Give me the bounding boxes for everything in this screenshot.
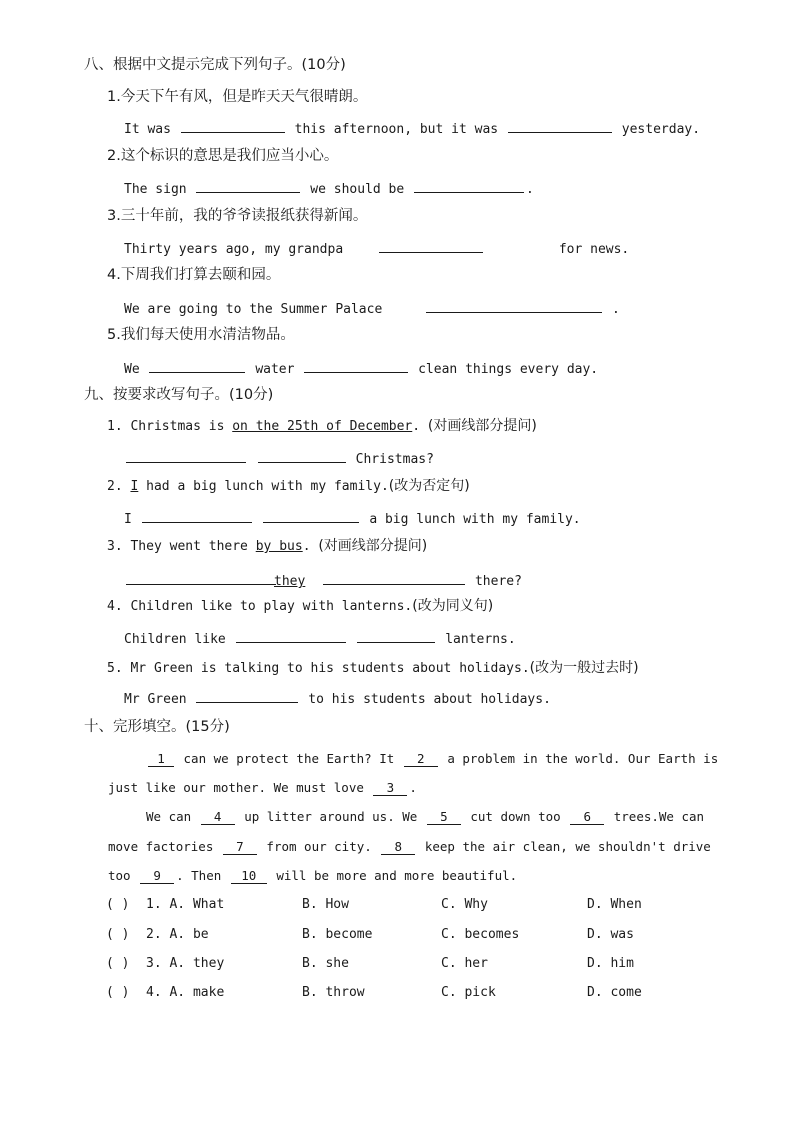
cloze-text-3a: We can	[146, 809, 192, 824]
s9-q3-text-post: .	[302, 539, 311, 554]
s9-q5-blank-1[interactable]	[196, 688, 298, 703]
s9-q5-ans-b: to his students about holidays.	[308, 692, 551, 707]
s9-q2-blank-2[interactable]	[263, 508, 359, 523]
choice-a[interactable]: 3. A. they	[146, 956, 225, 971]
cloze-blank-10[interactable]: 10	[231, 868, 267, 884]
choice-d[interactable]: D. him	[587, 956, 634, 971]
s9-q2-ans-a: I	[124, 512, 132, 527]
s9-q1-answer	[124, 448, 434, 469]
s8-q2-blank-1[interactable]	[196, 178, 300, 193]
cloze-blank-1[interactable]: 1	[148, 751, 174, 767]
s9-q3-ans-a: they	[274, 574, 306, 589]
s8-q2-text-c: .	[526, 182, 534, 197]
s8-q2-blank-2[interactable]	[414, 178, 524, 193]
s9-q4-ans-b: lanterns.	[445, 632, 516, 647]
s8-q5-text-b: water	[255, 362, 295, 377]
cloze-text-3c: cut down too	[470, 809, 561, 824]
s9-q4-text: 4. Children like to play with lanterns.	[107, 599, 413, 614]
cloze-blank-4[interactable]: 4	[201, 809, 235, 825]
s9-q3-blank-1[interactable]	[126, 570, 276, 585]
s8-q5-chinese: 5.我们每天使用水清洁物品。	[107, 327, 295, 343]
choice-c[interactable]: C. her	[441, 956, 488, 971]
s9-q5-text: 5. Mr Green is talking to his students about holidays.	[107, 661, 530, 676]
s9-q3-answer	[124, 570, 522, 591]
s9-q4	[107, 597, 493, 616]
cloze-line-2	[108, 779, 417, 797]
s9-q1-text-post: .	[412, 419, 421, 434]
cloze-line-4	[108, 838, 711, 856]
choice-b[interactable]: B. she	[302, 956, 349, 971]
choice-b[interactable]: B. How	[302, 897, 349, 912]
s9-q2-answer	[124, 508, 581, 529]
s8-q1-text-a: It was	[124, 122, 171, 137]
s9-q2-ans-b: a big lunch with my family.	[369, 512, 581, 527]
s9-q3-requirement: (对画线部分提问)	[318, 538, 428, 554]
s8-q2-text-a: The sign	[124, 182, 187, 197]
s8-q5-text-a: We	[124, 362, 140, 377]
s8-q1-blank-2[interactable]	[508, 118, 612, 133]
cloze-text-3b: up litter around us. We	[244, 809, 418, 824]
choice-a[interactable]: 4. A. make	[146, 985, 225, 1000]
s8-q3-chinese: 3.三十年前，我的爷爷读报纸获得新闻。	[107, 208, 368, 224]
cloze-blank-6[interactable]: 6	[570, 809, 604, 825]
s8-q1-text-c: yesterday.	[621, 122, 701, 137]
section-8-title: 八、根据中文提示完成下列句子。(10分)	[84, 57, 346, 73]
answer-paren[interactable]: ( )	[106, 897, 130, 912]
s9-q1-blank-1[interactable]	[126, 448, 246, 463]
s8-q1-english	[124, 118, 700, 139]
s9-q3-text-pre: 3. They went there	[107, 539, 248, 554]
s9-q3-ans-b: there?	[474, 574, 522, 589]
s8-q5-english	[124, 358, 598, 379]
s9-q1	[107, 417, 537, 436]
s8-q4-text-b: .	[611, 302, 620, 317]
s8-q4-blank-1[interactable]	[426, 298, 602, 313]
choice-b[interactable]: B. become	[302, 927, 373, 942]
s9-q5-requirement: (改为一般过去时)	[529, 660, 639, 676]
s9-q2-underlined: I	[130, 479, 139, 494]
cloze-blank-7[interactable]: 7	[223, 839, 257, 855]
cloze-text-1a: can we protect the Earth? It	[183, 751, 395, 766]
s9-q4-requirement: (改为同义句)	[412, 598, 494, 614]
s9-q1-ans-text: Christmas?	[355, 452, 434, 467]
cloze-blank-2[interactable]: 2	[404, 751, 438, 767]
s8-q1-chinese: 1.今天下午有风，但是昨天天气很晴朗。	[107, 89, 368, 105]
s8-q4-text-a: We are going to the Summer Palace	[124, 302, 383, 317]
cloze-text-5c: will be more and more beautiful.	[276, 868, 518, 883]
choice-a[interactable]: 2. A. be	[146, 927, 209, 942]
s8-q1-blank-1[interactable]	[181, 118, 285, 133]
s8-q2-chinese: 2.这个标识的意思是我们应当小心。	[107, 148, 339, 164]
section-9-title: 九、按要求改写句子。(10分)	[84, 387, 274, 403]
choice-d[interactable]: D. was	[587, 927, 634, 942]
s8-q4-chinese: 4.下周我们打算去颐和园。	[107, 267, 281, 283]
s8-q2-text-b: we should be	[310, 182, 405, 197]
cloze-text-3d: trees.We can	[613, 809, 705, 824]
cloze-text-4b: from our city.	[266, 839, 372, 854]
s9-q2-text-pre: 2.	[107, 479, 123, 494]
cloze-blank-3[interactable]: 3	[373, 780, 407, 796]
s8-q2-english	[124, 178, 534, 199]
s8-q4-english	[124, 298, 620, 319]
answer-paren[interactable]: ( )	[106, 985, 130, 1000]
s9-q2	[107, 477, 470, 496]
section-10-title: 十、完形填空。(15分)	[84, 719, 230, 735]
s9-q1-blank-2[interactable]	[258, 448, 346, 463]
answer-paren[interactable]: ( )	[106, 927, 130, 942]
cloze-text-4a: move factories	[108, 839, 214, 854]
s9-q3-underlined: by bus	[255, 539, 303, 554]
s9-q3-blank-2[interactable]	[323, 570, 465, 585]
cloze-blank-8[interactable]: 8	[381, 839, 415, 855]
cloze-text-5b: . Then	[176, 868, 222, 883]
s9-q5-answer	[124, 688, 551, 709]
s9-q1-requirement: (对画线部分提问)	[427, 418, 537, 434]
s8-q3-text-a: Thirty years ago, my grandpa	[124, 242, 344, 257]
answer-paren[interactable]: ( )	[106, 956, 130, 971]
choice-c[interactable]: C. becomes	[441, 927, 520, 942]
choice-a[interactable]: 1. A. What	[146, 897, 225, 912]
cloze-blank-5[interactable]: 5	[427, 809, 461, 825]
s9-q2-requirement: (改为否定句)	[388, 478, 470, 494]
s9-q2-text-post: had a big lunch with my family.	[146, 479, 389, 494]
choice-d[interactable]: D. come	[587, 985, 642, 1000]
s8-q5-blank-1[interactable]	[149, 358, 245, 373]
cloze-blank-9[interactable]: 9	[140, 868, 174, 884]
s9-q1-underlined: on the 25th of December	[232, 419, 413, 434]
s9-q1-text-pre: 1. Christmas is	[107, 419, 225, 434]
choice-d[interactable]: D. When	[587, 897, 642, 912]
cloze-line-5	[108, 867, 517, 885]
s9-q4-answer	[124, 628, 516, 649]
s9-q4-ans-a: Children like	[124, 632, 226, 647]
cloze-line-1	[146, 750, 718, 768]
s8-q3-blank-1[interactable]	[379, 238, 483, 253]
cloze-text-1b: a problem in the world. Our Earth is	[447, 751, 719, 766]
s9-q4-blank-1[interactable]	[236, 628, 346, 643]
s8-q3-text-b: for news.	[558, 242, 630, 257]
s8-q1-text-b: this afternoon, but it was	[294, 122, 499, 137]
choice-b[interactable]: B. throw	[302, 985, 365, 1000]
s8-q5-blank-2[interactable]	[304, 358, 408, 373]
s9-q5-ans-a: Mr Green	[124, 692, 187, 707]
s8-q3-english	[124, 238, 629, 259]
choice-c[interactable]: C. pick	[441, 985, 496, 1000]
s9-q4-blank-2[interactable]	[357, 628, 435, 643]
cloze-text-4c: keep the air clean, we shouldn't drive	[424, 839, 711, 854]
choice-c[interactable]: C. Why	[441, 897, 488, 912]
s9-q5	[107, 659, 639, 678]
cloze-line-3	[146, 808, 704, 826]
s9-q3	[107, 537, 427, 556]
cloze-text-5a: too	[108, 868, 131, 883]
cloze-text-2a: just like our mother. We must love	[108, 780, 364, 795]
cloze-text-2b: .	[409, 780, 417, 795]
s8-q5-text-c: clean things every day.	[418, 362, 599, 377]
s9-q2-blank-1[interactable]	[142, 508, 252, 523]
